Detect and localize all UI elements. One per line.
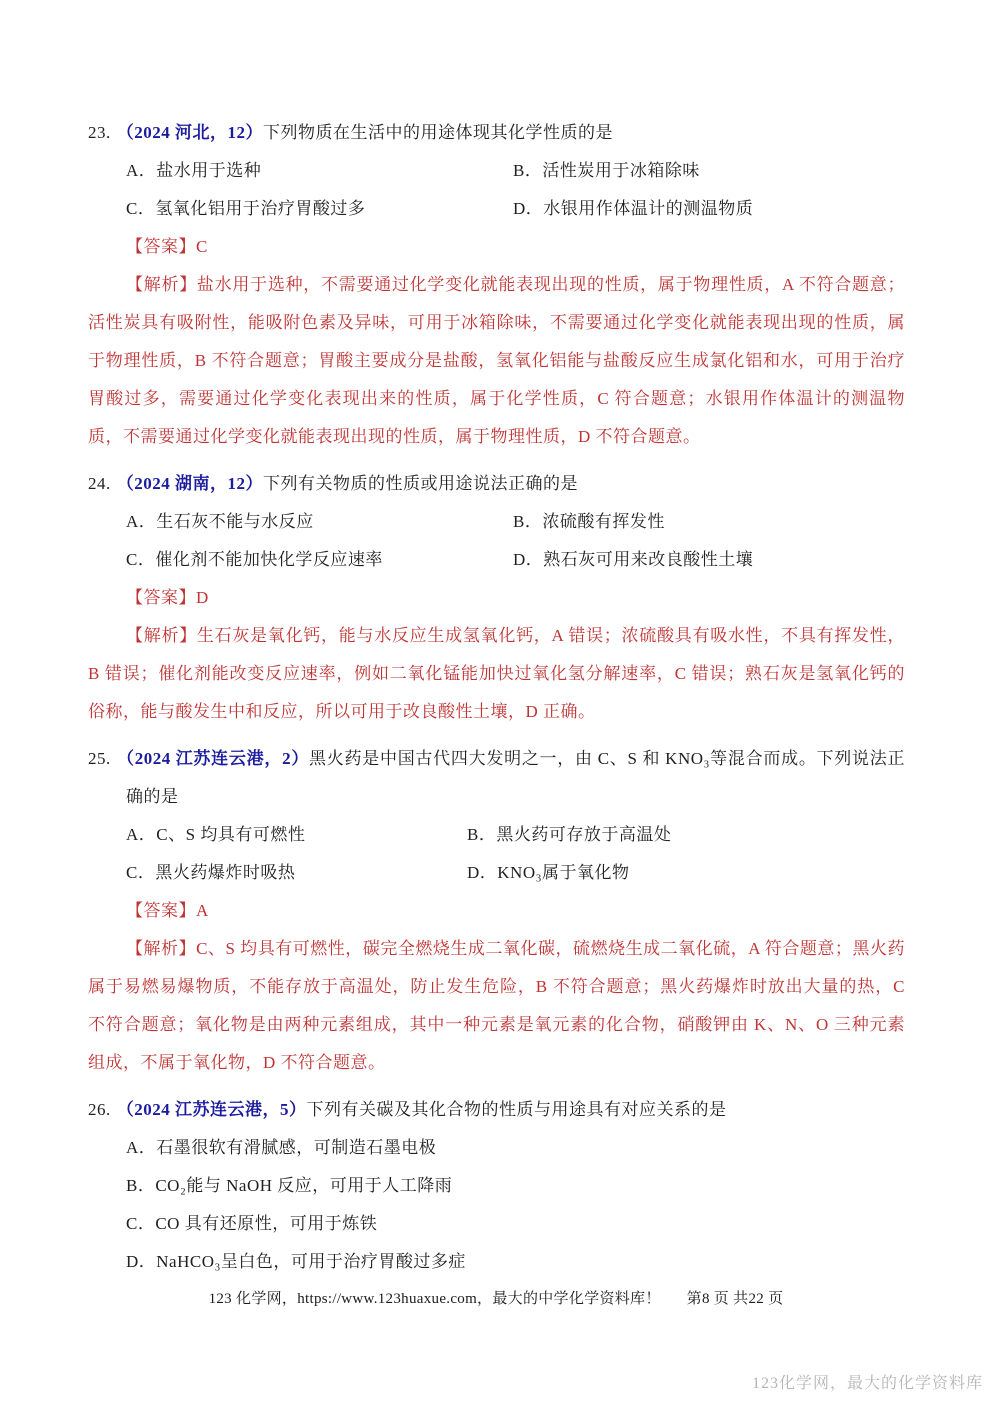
analysis-body: C、S 均具有可燃性，碳完全燃烧生成二氧化碳，硫燃烧生成二氧化硫，A 符合题意；黑火药属于易燃易爆物质，不能存放于高温处，防止发生危险，B 不符合题意；黑火药爆炸时放出大量的热，C 不符合题意；氧化物是由两种元素组成，其中一种元素是氧元素的化合物，硝酸钾由 K、N、O 三种元素组成，不属于氧化物，D 不符合题意。 bbox=[88, 939, 905, 1072]
question-source: （2024 湖南，12） bbox=[116, 474, 263, 493]
question-25 bbox=[88, 740, 905, 1082]
answer-line bbox=[126, 892, 905, 930]
question-stem bbox=[88, 114, 905, 152]
option-a: A．石墨很软有滑腻感，可制造石墨电极 bbox=[126, 1138, 437, 1157]
option-b: B．CO₂能与 NaOH 反应，可用于人工降雨 bbox=[126, 1176, 453, 1195]
answer-label: 【答案】 bbox=[126, 237, 196, 256]
question-source: （2024 江苏连云港，5） bbox=[116, 1100, 307, 1119]
question-source: （2024 河北，12） bbox=[116, 123, 263, 142]
option-c: C．催化剂不能加快化学反应速率 bbox=[126, 550, 383, 569]
answer-value: D bbox=[196, 588, 209, 607]
option-a: A．C、S 均具有可燃性 bbox=[126, 825, 306, 844]
analysis-label: 【解析】 bbox=[126, 275, 197, 294]
question-24 bbox=[88, 465, 905, 731]
answer-value: C bbox=[196, 237, 208, 256]
option-b: B．黑火药可存放于高温处 bbox=[467, 825, 672, 844]
question-number: 24. bbox=[88, 474, 111, 493]
answer-line bbox=[126, 579, 905, 617]
question-stem-text: 下列有关碳及其化合物的性质与用途具有对应关系的是 bbox=[306, 1100, 727, 1119]
question-source: （2024 江苏连云港，2） bbox=[116, 749, 310, 768]
question-number: 23. bbox=[88, 123, 111, 142]
answer-label: 【答案】 bbox=[126, 901, 196, 920]
options-list bbox=[126, 816, 905, 892]
question-26 bbox=[88, 1091, 905, 1281]
answer-value: A bbox=[196, 901, 209, 920]
answer-line bbox=[126, 228, 905, 266]
analysis-body: 盐水用于选种，不需要通过化学变化就能表现出现的性质，属于物理性质，A 不符合题意；活性炭具有吸附性，能吸附色素及异味，可用于冰箱除味，不需要通过化学变化就能表现出现的性质，属于物理性质，B 不符合题意；胃酸主要成分是盐酸，氢氧化铝能与盐酸反应生成氯化铝和水，可用于治疗胃酸过多，需要通过化学变化表现出来的性质，属于化学性质，C 符合题意；水银用作体温计的测温物质，不需要通过化学变化就能表现出现的性质，属于物理性质，D 不符合题意。 bbox=[88, 275, 905, 446]
analysis-label: 【解析】 bbox=[126, 626, 197, 645]
question-stem-text: 黑火药是中国古代四大发明之一，由 C、S 和 KNO₃等混合而成。下列说法正确的是 bbox=[126, 749, 905, 806]
page-footer bbox=[0, 1283, 992, 1315]
analysis-body: 生石灰是氧化钙，能与水反应生成氢氧化钙，A 错误；浓硫酸具有吸水性，不具有挥发性，B 错误；催化剂能改变反应速率，例如二氧化锰能加快过氧化氢分解速率，C 错误；熟石灰是氢氧化钙的俗称，能与酸发生中和反应，所以可用于改良酸性土壤，D 正确。 bbox=[88, 626, 905, 721]
option-a: A．生石灰不能与水反应 bbox=[126, 512, 314, 531]
options-list bbox=[126, 152, 905, 228]
option-c: C．CO 具有还原性，可用于炼铁 bbox=[126, 1214, 378, 1233]
analysis-text bbox=[88, 266, 905, 456]
option-d: D．水银用作体温计的测温物质 bbox=[513, 199, 754, 218]
option-b: B．浓硫酸有挥发性 bbox=[513, 512, 665, 531]
option-c: C．黑火药爆炸时吸热 bbox=[126, 863, 296, 882]
question-stem bbox=[88, 1091, 905, 1129]
question-stem-text: 下列物质在生活中的用途体现其化学性质的是 bbox=[263, 123, 613, 142]
question-stem bbox=[88, 465, 905, 503]
page-number: 第8 页 共22 页 bbox=[686, 1291, 784, 1307]
options-list bbox=[126, 1129, 905, 1281]
option-d: D．熟石灰可用来改良酸性土壤 bbox=[513, 550, 754, 569]
question-23 bbox=[88, 114, 905, 456]
question-number: 26. bbox=[88, 1100, 111, 1119]
option-c: C．氢氧化铝用于治疗胃酸过多 bbox=[126, 199, 366, 218]
question-stem-text: 下列有关物质的性质或用途说法正确的是 bbox=[263, 474, 578, 493]
options-list bbox=[126, 503, 905, 579]
question-stem bbox=[88, 740, 905, 816]
site-info: 123 化学网，https://www.123huaxue.com，最大的中学化学资料库！ bbox=[208, 1291, 661, 1307]
option-b: B．活性炭用于冰箱除味 bbox=[513, 161, 700, 180]
option-d: D．KNO₃属于氧化物 bbox=[467, 863, 630, 882]
answer-label: 【答案】 bbox=[126, 588, 196, 607]
option-a: A．盐水用于选种 bbox=[126, 161, 262, 180]
watermark: 123化学网，最大的化学资料库 bbox=[751, 1375, 983, 1392]
analysis-text bbox=[88, 617, 905, 731]
analysis-text bbox=[88, 930, 905, 1082]
option-d: D．NaHCO₃呈白色，可用于治疗胃酸过多症 bbox=[126, 1252, 466, 1271]
analysis-label: 【解析】 bbox=[126, 939, 197, 958]
question-number: 25. bbox=[88, 749, 111, 768]
